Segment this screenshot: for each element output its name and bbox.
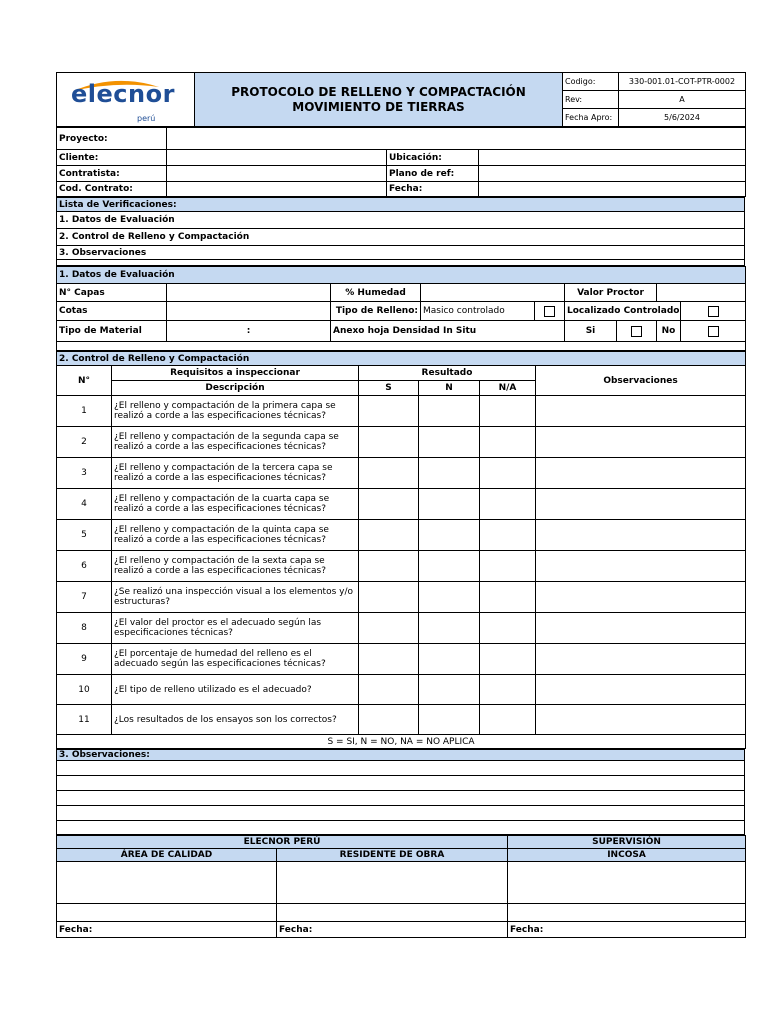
observation-cell[interactable] (536, 551, 746, 582)
row-description: ¿El relleno y compactación de la segunda capa se realizó a corde a las especificaciones técnicas? (112, 427, 359, 458)
checkbox-icon[interactable] (708, 306, 719, 317)
result-na-cell[interactable] (480, 644, 536, 675)
observation-cell[interactable] (536, 705, 746, 735)
label-no: No (657, 321, 681, 342)
col-n-header: N° (57, 366, 112, 396)
observation-line[interactable] (57, 821, 745, 835)
result-na-cell[interactable] (480, 705, 536, 735)
observation-line[interactable] (57, 776, 745, 791)
signature-residente[interactable] (277, 862, 508, 904)
row-number: 8 (57, 613, 112, 644)
meta-value-code: 330-001.01-COT-PTR-0002 (619, 73, 746, 91)
col-s-header: S (359, 381, 419, 396)
table-row (57, 675, 746, 705)
observation-cell[interactable] (536, 427, 746, 458)
table-row (57, 520, 746, 551)
field-ubicacion[interactable] (479, 150, 746, 166)
checkbox-icon[interactable] (544, 306, 555, 317)
field-proyecto[interactable] (167, 128, 746, 150)
meta-value-date: 5/6/2024 (619, 109, 746, 127)
label-ubicacion: Ubicación: (387, 150, 479, 166)
document-title (195, 73, 563, 127)
label-tipo-relleno: Tipo de Relleno: (331, 302, 421, 321)
fecha-calidad: Fecha: (57, 922, 277, 938)
si-checkbox[interactable] (617, 321, 657, 342)
title-line-1: PROTOCOLO DE RELLENO Y COMPACTACIÓN (231, 84, 526, 99)
checklist-item: 3. Observaciones (57, 246, 745, 260)
col-req-header: Requisitos a inspeccionar (112, 366, 359, 381)
signature-spacer (508, 904, 746, 922)
row-description: ¿El relleno y compactación de la primera capa se realizó a corde a las especificaciones técnicas? (112, 396, 359, 427)
observations-table (56, 749, 745, 835)
result-s-cell[interactable] (359, 551, 419, 582)
result-na-cell[interactable] (480, 458, 536, 489)
result-n-cell[interactable] (419, 489, 480, 520)
signatures-table (56, 835, 746, 938)
observation-cell[interactable] (536, 520, 746, 551)
incosa-header: INCOSA (508, 849, 746, 862)
row-number: 2 (57, 427, 112, 458)
header-table (56, 72, 746, 127)
result-n-cell[interactable] (419, 458, 480, 489)
row-description: ¿Se realizó una inspección visual a los elementos y/o estructuras? (112, 582, 359, 613)
localizado-checkbox[interactable] (681, 302, 746, 321)
result-s-cell[interactable] (359, 489, 419, 520)
result-n-cell[interactable] (419, 396, 480, 427)
result-na-cell[interactable] (480, 582, 536, 613)
result-n-cell[interactable] (419, 675, 480, 705)
field-cliente[interactable] (167, 150, 387, 166)
table-row (57, 613, 746, 644)
field-fecha[interactable] (479, 182, 746, 197)
label-valor-proctor: Valor Proctor (565, 284, 657, 302)
observation-cell[interactable] (536, 613, 746, 644)
general-info-table (56, 127, 746, 197)
label-cliente: Cliente: (57, 150, 167, 166)
result-s-cell[interactable] (359, 644, 419, 675)
elecnor-header: ELECNOR PERÚ (57, 836, 508, 849)
label-contratista: Contratista: (57, 166, 167, 182)
masico-checkbox[interactable] (535, 302, 565, 321)
row-number: 3 (57, 458, 112, 489)
label-cotas: Cotas (57, 302, 167, 321)
row-number: 5 (57, 520, 112, 551)
col-obs-header: Observaciones (536, 366, 746, 396)
table-row (57, 458, 746, 489)
fecha-incosa: Fecha: (508, 922, 746, 938)
result-s-cell[interactable] (359, 520, 419, 551)
meta-label-rev: Rev: (563, 91, 619, 109)
result-na-cell[interactable] (480, 520, 536, 551)
no-checkbox[interactable] (681, 321, 746, 342)
result-n-cell[interactable] (419, 582, 480, 613)
signature-spacer (277, 904, 508, 922)
checklist-title: Lista de Verificaciones: (57, 198, 745, 212)
row-number: 7 (57, 582, 112, 613)
observation-cell[interactable] (536, 489, 746, 520)
signature-incosa[interactable] (508, 862, 746, 904)
control-table (56, 351, 746, 749)
result-s-cell[interactable] (359, 675, 419, 705)
section-2-title: 2. Control de Relleno y Compactación (57, 352, 746, 366)
col-n-result-header: N (419, 381, 480, 396)
meta-label-code: Codigo: (563, 73, 619, 91)
observation-cell[interactable] (536, 396, 746, 427)
evaluation-data-table (56, 266, 746, 351)
row-number: 1 (57, 396, 112, 427)
title-line-2: MOVIMIENTO DE TIERRAS (292, 99, 465, 114)
logo (57, 73, 195, 127)
observation-cell[interactable] (536, 458, 746, 489)
label-n-capas: N° Capas (57, 284, 167, 302)
label-cod-contrato: Cod. Contrato: (57, 182, 167, 197)
result-na-cell[interactable] (480, 396, 536, 427)
field-cod-contrato[interactable] (167, 182, 387, 197)
checkbox-icon[interactable] (631, 326, 642, 337)
result-n-cell[interactable] (419, 551, 480, 582)
checklist-index (56, 197, 745, 266)
table-row (57, 396, 746, 427)
table-row (57, 489, 746, 520)
row-description: ¿Los resultados de los ensayos son los correctos? (112, 705, 359, 735)
section-3-title: 3. Observaciones: (57, 750, 745, 761)
spacer-row (57, 342, 746, 351)
table-row (57, 705, 746, 735)
row-number: 10 (57, 675, 112, 705)
label-proyecto: Proyecto: (57, 128, 167, 150)
observation-cell[interactable] (536, 644, 746, 675)
result-na-cell[interactable] (480, 675, 536, 705)
result-s-cell[interactable] (359, 582, 419, 613)
legend: S = SI, N = NO, NA = NO APLICA (57, 735, 746, 749)
label-masico: Masico controlado (421, 302, 535, 321)
fecha-residente: Fecha: (277, 922, 508, 938)
observation-line[interactable] (57, 806, 745, 821)
signature-area-calidad[interactable] (57, 862, 277, 904)
col-desc-header: Descripción (112, 381, 359, 396)
supervision-header: SUPERVISIÓN (508, 836, 746, 849)
label-tipo-material: Tipo de Material (57, 321, 167, 342)
section-1-title: 1. Datos de Evaluación (57, 267, 746, 284)
observation-line[interactable] (57, 761, 745, 776)
row-description: ¿El porcentaje de humedad del relleno es el adecuado según las especificaciones técnicas? (112, 644, 359, 675)
row-description: ¿El relleno y compactación de la cuarta capa se realizó a corde a las especificaciones técnicas? (112, 489, 359, 520)
result-n-cell[interactable] (419, 705, 480, 735)
observation-cell[interactable] (536, 675, 746, 705)
result-n-cell[interactable] (419, 427, 480, 458)
table-row (57, 644, 746, 675)
row-number: 11 (57, 705, 112, 735)
result-s-cell[interactable] (359, 427, 419, 458)
row-description: ¿El relleno y compactación de la quinta capa se realizó a corde a las especificaciones técnicas? (112, 520, 359, 551)
observation-cell[interactable] (536, 582, 746, 613)
field-n-capas[interactable] (167, 284, 331, 302)
field-cotas[interactable] (167, 302, 331, 321)
control-rows (57, 396, 746, 735)
result-n-cell[interactable] (419, 613, 480, 644)
logo-text: elecnor (71, 80, 175, 108)
meta-label-date: Fecha Apro: (563, 109, 619, 127)
field-valor-proctor[interactable] (657, 284, 746, 302)
label-fecha: Fecha: (387, 182, 479, 197)
field-humedad[interactable] (421, 284, 565, 302)
label-si: Si (565, 321, 617, 342)
result-s-cell[interactable] (359, 613, 419, 644)
area-calidad-header: ÁREA DE CALIDAD (57, 849, 277, 862)
col-res-header: Resultado (359, 366, 536, 381)
row-number: 4 (57, 489, 112, 520)
row-description: ¿El relleno y compactación de la sexta capa se realizó a corde a las especificaciones técnicas? (112, 551, 359, 582)
result-na-cell[interactable] (480, 613, 536, 644)
logo-sub: perú (137, 114, 156, 123)
protocol-sheet (56, 72, 745, 938)
result-n-cell[interactable] (419, 644, 480, 675)
label-localizado: Localizado Controlado (565, 302, 681, 321)
observation-line[interactable] (57, 791, 745, 806)
label-plano: Plano de ref: (387, 166, 479, 182)
result-s-cell[interactable] (359, 458, 419, 489)
field-plano[interactable] (479, 166, 746, 182)
table-row (57, 582, 746, 613)
label-humedad: % Humedad (331, 284, 421, 302)
row-description: ¿El valor del proctor es el adecuado según las especificaciones técnicas? (112, 613, 359, 644)
field-contratista[interactable] (167, 166, 387, 182)
row-number: 6 (57, 551, 112, 582)
label-anexo: Anexo hoja Densidad In Situ (331, 321, 565, 342)
table-row (57, 551, 746, 582)
spacer-row (57, 260, 745, 266)
result-na-cell[interactable] (480, 489, 536, 520)
signature-spacer (57, 904, 277, 922)
residente-header: RESIDENTE DE OBRA (277, 849, 508, 862)
checkbox-icon[interactable] (708, 326, 719, 337)
result-na-cell[interactable] (480, 551, 536, 582)
tipo-material-colon: : (167, 321, 331, 342)
checklist-item: 2. Control de Relleno y Compactación (57, 229, 745, 246)
col-na-header: N/A (480, 381, 536, 396)
result-s-cell[interactable] (359, 396, 419, 427)
checklist-item: 1. Datos de Evaluación (57, 212, 745, 229)
row-number: 9 (57, 644, 112, 675)
result-n-cell[interactable] (419, 520, 480, 551)
row-description: ¿El relleno y compactación de la tercera capa se realizó a corde a las especificaciones técnicas? (112, 458, 359, 489)
result-s-cell[interactable] (359, 705, 419, 735)
row-description: ¿El tipo de relleno utilizado es el adecuado? (112, 675, 359, 705)
result-na-cell[interactable] (480, 427, 536, 458)
meta-value-rev: A (619, 91, 746, 109)
table-row (57, 427, 746, 458)
